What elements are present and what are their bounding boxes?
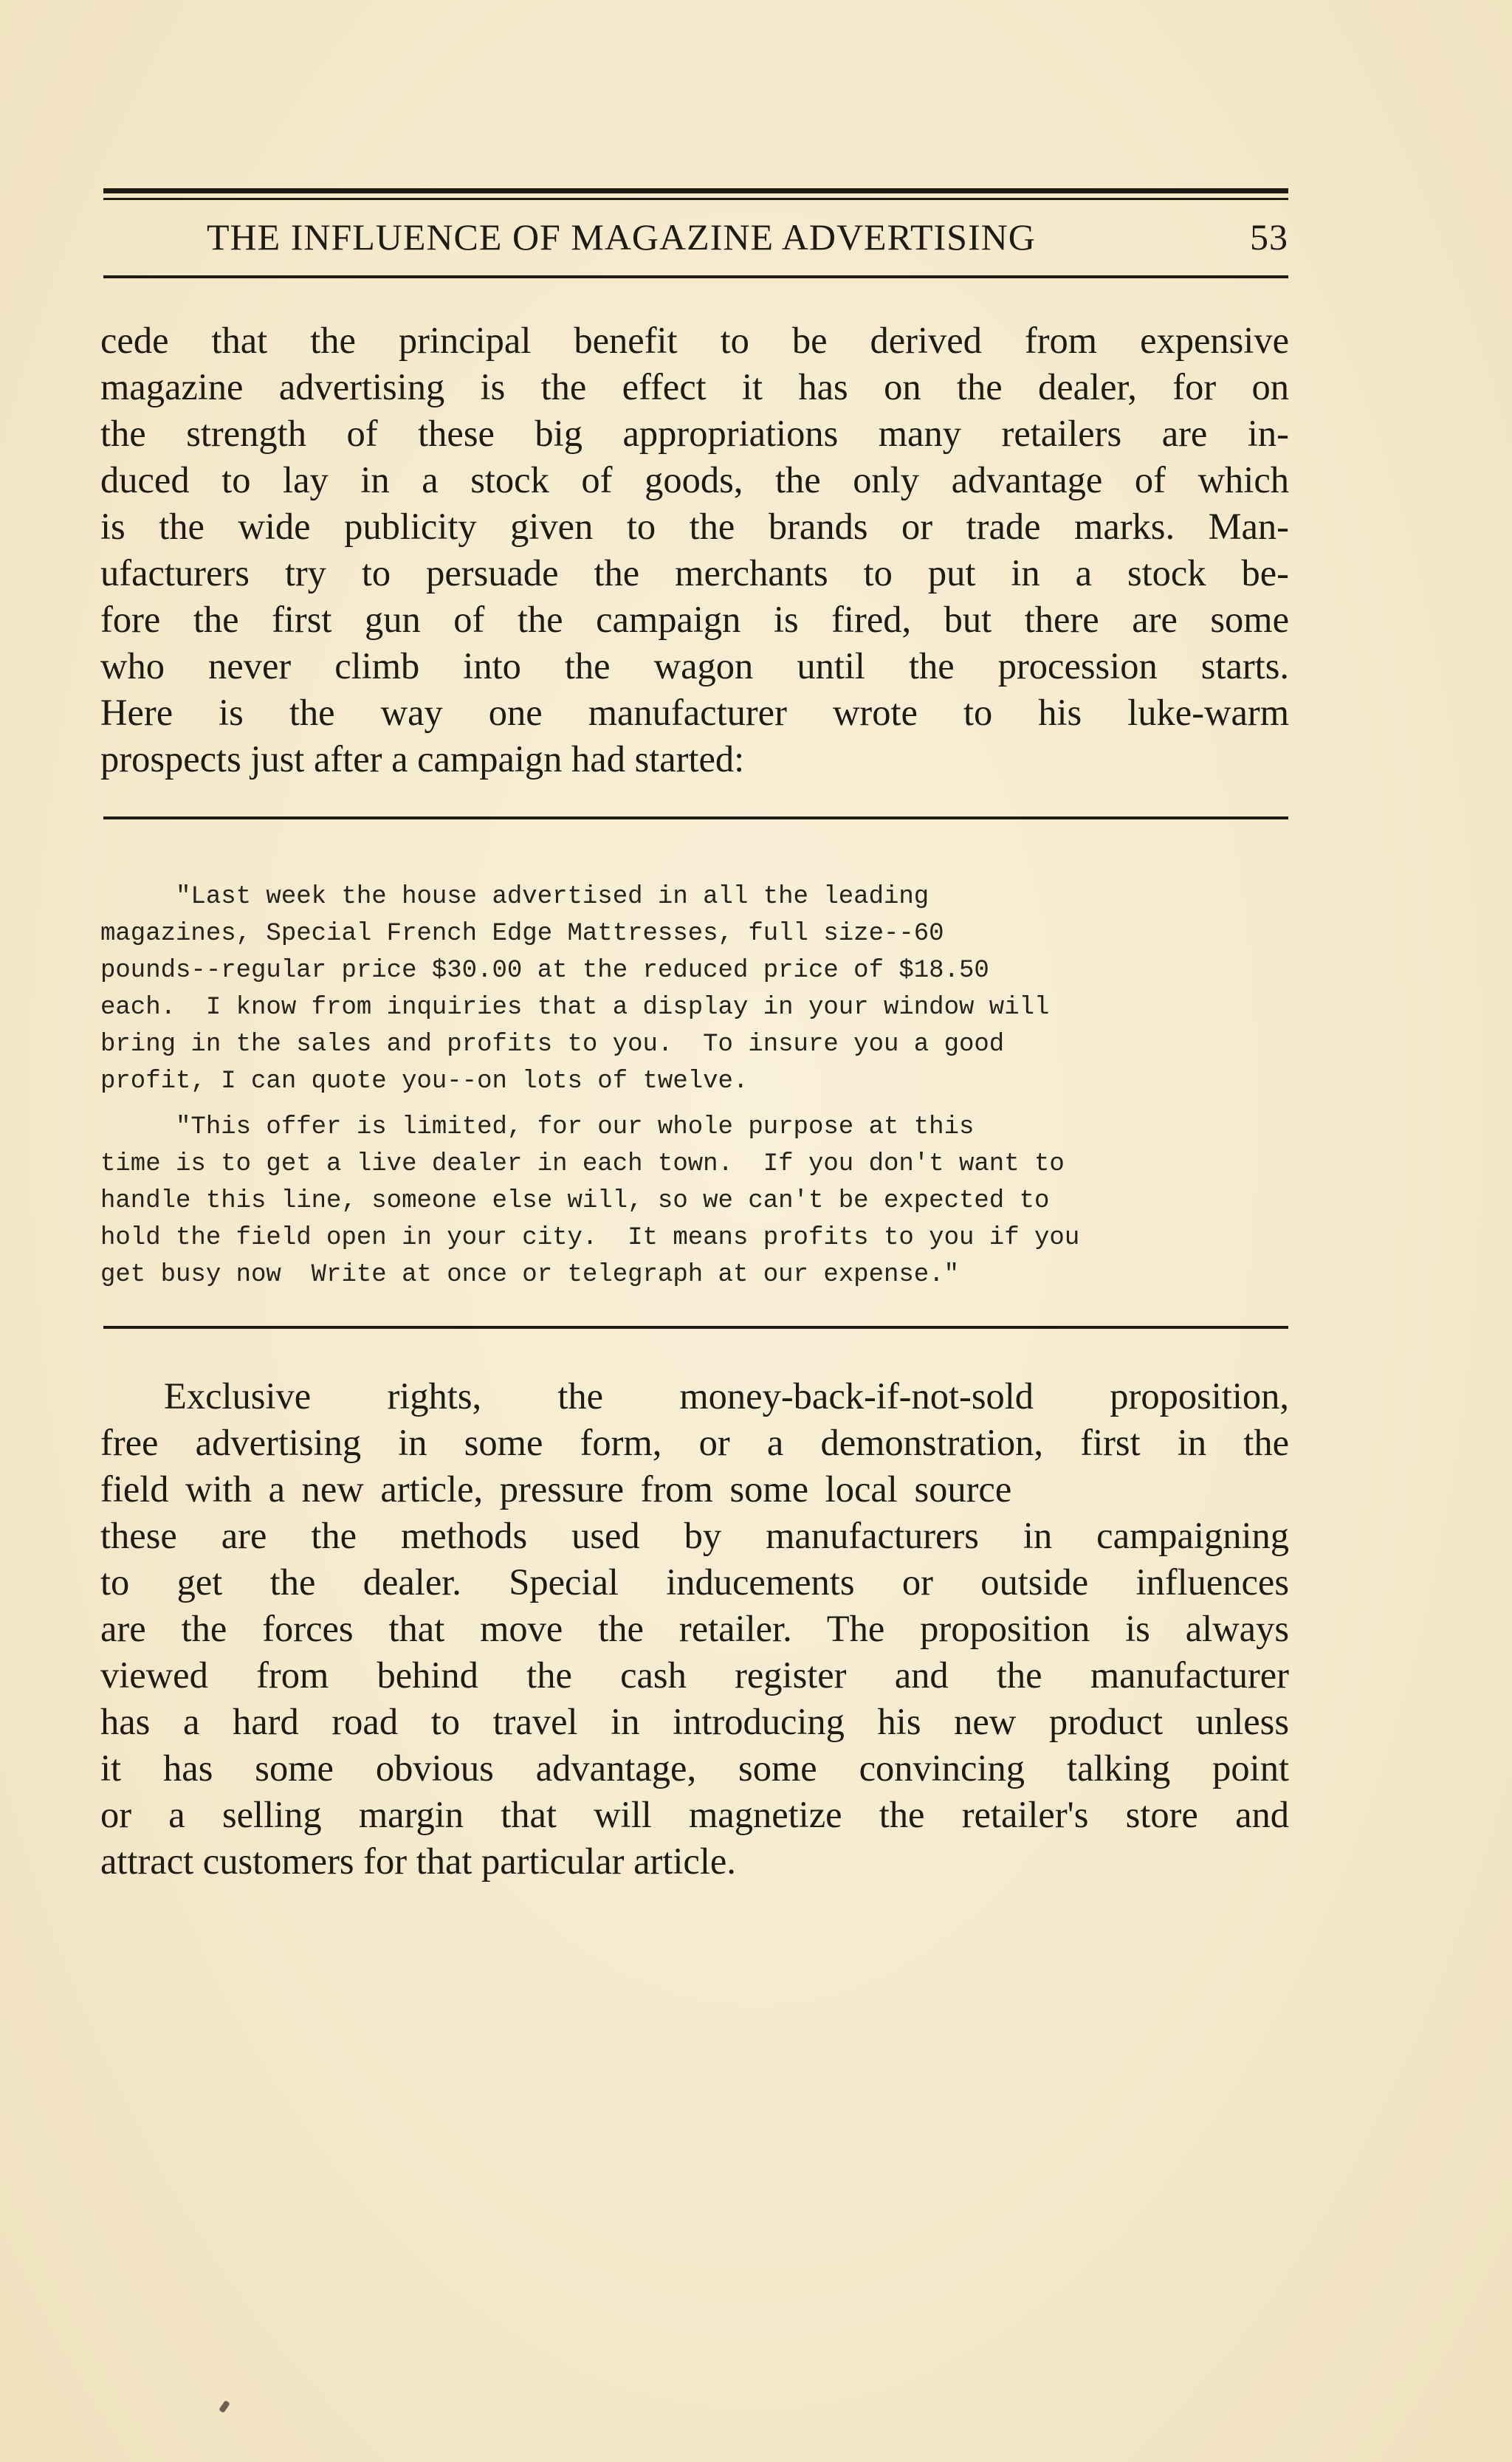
letter-line: each. I know from inquiries that a display in your window will [100,994,1050,1022]
header-top-rule-thin [103,198,1288,200]
quoted-letter-part-1 [100,878,1252,1100]
header-top-rule-thick [103,188,1288,193]
text-line: viewed from behind the cash register and the manufacturer [100,1654,1289,1696]
text-line: cede that the principal benefit to be derived from expensive [100,320,1289,361]
text-line: it has some obvious advantage, some convincing talking point [100,1747,1289,1789]
letter-bottom-rule [103,1326,1288,1329]
letter-line: time is to get a live dealer in each town. If you don't want to [100,1150,1065,1178]
running-title: THE INFLUENCE OF MAGAZINE ADVERTISING [207,216,1036,258]
letter-line: handle this line, someone else will, so we can't be expected to [100,1187,1050,1215]
page-number: 53 [1250,216,1288,258]
paragraph-methods [100,1373,1289,1885]
letter-line: "Last week the house advertised in all the leading [100,883,929,911]
paragraph-intro [100,317,1289,783]
text-line: magazine advertising is the effect it has on the dealer, for on [100,366,1289,408]
text-line: has a hard road to travel in introducing his new product unless [100,1701,1289,1742]
text-line: prospects just after a campaign had started: [100,738,745,780]
letter-line: pounds--regular price $30.00 at the reduced price of $18.50 [100,957,989,985]
text-line: who never climb into the wagon until the procession starts. [100,645,1289,687]
text-line: is the wide publicity given to the brands or trade marks. Man- [100,506,1289,547]
text-line: field with a new article, pressure from some local source [100,1468,1012,1510]
text-line: fore the first gun of the campaign is fired, but there are some [100,599,1289,640]
text-line: or a selling margin that will magnetize the retailer's store and [100,1794,1289,1835]
letter-line: get busy now Write at once or telegraph at our expense." [100,1261,959,1289]
letter-line: profit, I can quote you--on lots of twelve. [100,1067,749,1096]
letter-line: bring in the sales and profits to you. To insure you a good [100,1031,1005,1059]
text-line: Here is the way one manufacturer wrote to his luke-warm [100,692,1289,733]
text-line: these are the methods used by manufacturers in campaigning [100,1515,1289,1556]
stray-ink-mark [219,2400,230,2413]
text-line: to get the dealer. Special inducements or outside influences [100,1561,1289,1603]
quoted-letter-part-2 [100,1109,1252,1293]
letter-top-rule [103,816,1288,819]
letter-line: hold the field open in your city. It means profits to you if you [100,1224,1080,1252]
text-line: Exclusive rights, the money-back-if-not-sold proposition, [164,1375,1289,1417]
running-header [103,216,1288,267]
text-line: duced to lay in a stock of goods, the only advantage of which [100,459,1289,501]
text-line: are the forces that move the retailer. The proposition is always [100,1608,1289,1649]
text-line: free advertising in some form, or a demonstration, first in the [100,1422,1289,1463]
letter-line: "This offer is limited, for our whole purpose at this [100,1113,975,1141]
header-bottom-rule [103,275,1288,278]
text-line: the strength of these big appropriations many retailers are in- [100,413,1289,454]
text-line: ufacturers try to persuade the merchants to put in a stock be- [100,552,1289,594]
text-line: attract customers for that particular article. [100,1840,736,1882]
letter-line: magazines, Special French Edge Mattresses, full size--60 [100,920,944,948]
